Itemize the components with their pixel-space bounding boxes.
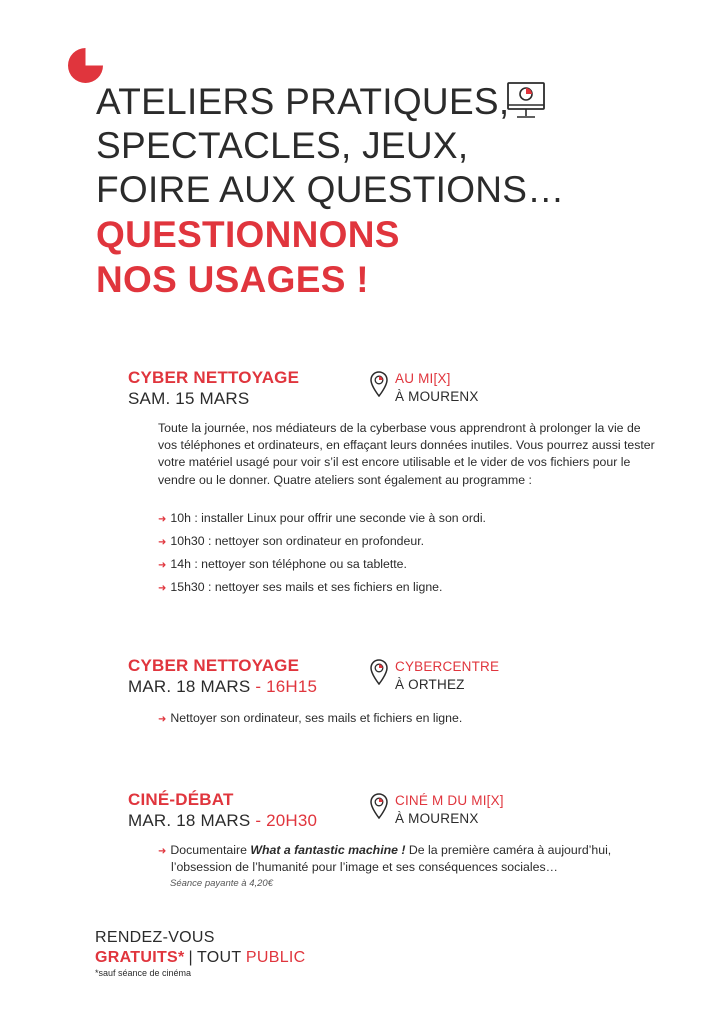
event-city: À MOURENX [395,389,479,404]
location-pin-icon [370,371,388,397]
free-label: GRATUITS* [95,949,185,966]
event-venue: CINÉ M DU MI[X] [395,793,504,808]
computer-screen-icon [506,80,546,122]
event-date: MAR. 18 MARS - 20H30 [128,811,318,830]
headline-line-2: SPECTACLES, JEUX, [96,125,469,166]
list-item: ➜ Nettoyer son ordinateur, ses mails et fichiers en ligne. [158,711,463,725]
event-venue: CYBERCENTRE [395,659,500,674]
separator: | [188,949,193,966]
arrow-right-icon: ➜ [158,560,167,571]
list-item: ➜ 14h : nettoyer son téléphone ou sa tablette. [158,557,407,571]
event-date: MAR. 18 MARS - 16H15 [128,677,318,696]
arrow-right-icon: ➜ [158,714,167,725]
headline-highlight-2: NOS USAGES ! [96,259,369,300]
location-pin-icon [370,793,388,819]
footer [95,928,306,979]
documentary-title: What a fantastic machine ! [250,843,406,857]
footer-line-2: GRATUITS* | TOUT PUBLIC [95,949,306,966]
event-title: CINÉ-DÉBAT [128,790,234,809]
list-item: ➜ Documentaire What a fantastic machine ! De la première caméra à aujourd’hui, [158,843,612,857]
footer-line-1: RENDEZ-VOUS [95,929,215,946]
headline-highlight-1: QUESTIONNONS [96,214,400,255]
footnote: *sauf séance de cinéma [95,968,192,978]
quarter-circle-icon [68,48,103,83]
list-item: ➜ 10h : installer Linux pour offrir une seconde vie à son ordi. [158,511,486,525]
event-title: CYBER NETTOYAGE [128,368,300,387]
event-title: CYBER NETTOYAGE [128,656,300,675]
event-time: - 20H30 [255,811,318,830]
arrow-right-icon: ➜ [158,514,167,525]
event-time: - 16H15 [255,677,318,696]
arrow-right-icon: ➜ [158,537,167,548]
event-venue: AU MI[X] [395,371,451,386]
headline [96,80,656,302]
event-city: À ORTHEZ [395,677,465,692]
event-1-description: Toute la journée, nos médiateurs de la cyberbase vous apprendront à prolonger la vie de vos téléphones et ordinateurs, en effaçant leurs données inutiles. Vous pourrez aussi tester votre matériel usagé pour voir s’il est encore utilisable et le vider de vos fichiers pour le vendre ou le donner. Quatre ateliers sont également au programme : [158,421,655,487]
event-2 [128,656,668,697]
location-pin-icon [370,659,388,685]
event-city: À MOURENX [395,811,479,826]
list-item-continued: l’obsession de l’humanité pour l’image et ses conséquences sociales… [171,860,558,874]
list-item: ➜ 10h30 : nettoyer son ordinateur en profondeur. [158,534,425,548]
list-item: ➜ 15h30 : nettoyer ses mails et ses fichiers en ligne. [158,580,443,594]
arrow-right-icon: ➜ [158,846,167,857]
event-1 [128,368,668,409]
headline-line-1: ATELIERS PRATIQUES, [96,81,510,122]
arrow-right-icon: ➜ [158,583,167,594]
price-note: Séance payante à 4,20€ [170,878,274,889]
headline-line-3: FOIRE AUX QUESTIONS… [96,169,565,210]
event-date: SAM. 15 MARS [128,389,250,408]
event-3 [128,790,668,831]
